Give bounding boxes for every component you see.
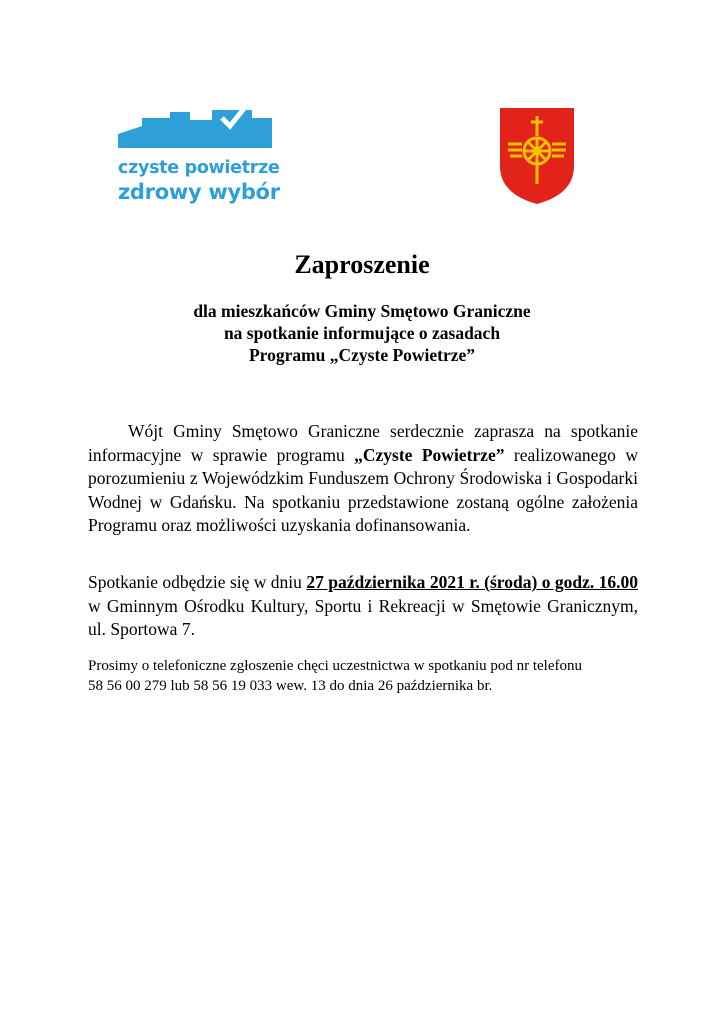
czyste-powietrze-logo (112, 104, 282, 216)
paragraph-text: Wójt Gminy Smętowo Graniczne serdecznie zaprasza na spotkanie informacyjne w sprawie programu (88, 421, 638, 465)
subtitle-line: na spotkanie informujące o zasadach (223, 323, 501, 343)
subtitle (80, 300, 644, 366)
logo-line-2: zdrowy wybór (118, 180, 280, 204)
program-name: „Czyste Powietrze” (354, 444, 505, 465)
meeting-details-paragraph (88, 571, 638, 642)
contact-line: Prosimy o telefoniczne zgłoszenie chęci uczestnictwa w spotkaniu pod nr telefonu (88, 658, 583, 674)
invitation-paragraph (88, 420, 638, 538)
contact-paragraph (88, 656, 638, 696)
coat-of-arms-icon (498, 106, 576, 206)
subtitle-line: dla mieszkańców Gminy Smętowo Graniczne (193, 301, 531, 321)
paragraph-text: Spotkanie odbędzie się w dniu (88, 572, 307, 592)
contact-line: 58 56 00 279 lub 58 56 19 033 wew. 13 do dnia 26 października br. (88, 678, 493, 694)
page-title: Zaproszenie (294, 250, 430, 279)
subtitle-line: Programu „Czyste Powietrze” (248, 345, 476, 365)
logo-line-1: czyste powietrze (118, 158, 280, 178)
house-check-icon (112, 104, 282, 160)
paragraph-text: w Gminnym Ośrodku Kultury, Sportu i Rekreacji w Smętowie Granicznym, ul. Sportowa 7. (88, 595, 638, 639)
meeting-date-time: 27 października 2021 r. (środa) o godz. 16.00 (306, 572, 638, 592)
paragraph-text: realizowanego w porozumieniu z Wojewódzkim Funduszem Ochrony Środowiska i Gospodarki Wodnej w Gdańsku. Na spotkaniu przedstawione zostaną ogólne założenia Programu oraz możliwości uzyskania dofinansowania. (88, 444, 638, 535)
